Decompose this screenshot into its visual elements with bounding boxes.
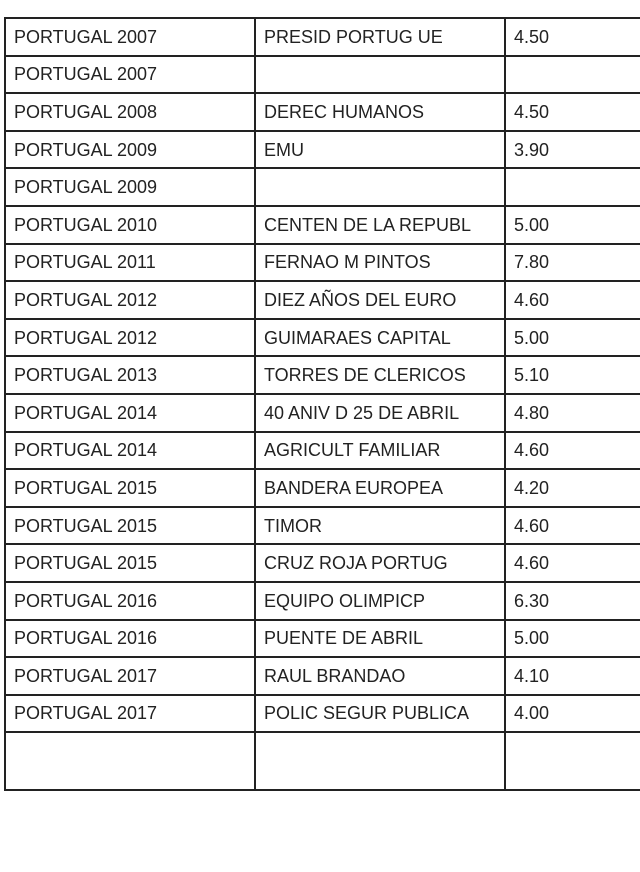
price-cell: 5.10 — [505, 356, 640, 394]
country-year-cell: PORTUGAL 2017 — [5, 695, 255, 733]
country-year-cell — [5, 732, 255, 790]
country-year-cell: PORTUGAL 2016 — [5, 620, 255, 658]
country-year-cell: PORTUGAL 2009 — [5, 168, 255, 206]
table-row — [5, 206, 640, 244]
table-row — [5, 131, 640, 169]
description-cell: POLIC SEGUR PUBLICA — [255, 695, 505, 733]
price-cell — [505, 732, 640, 790]
table-row — [5, 281, 640, 319]
country-year-cell: PORTUGAL 2008 — [5, 93, 255, 131]
price-cell: 5.00 — [505, 319, 640, 357]
country-year-cell: PORTUGAL 2017 — [5, 657, 255, 695]
country-year-cell: PORTUGAL 2015 — [5, 544, 255, 582]
price-cell: 5.00 — [505, 620, 640, 658]
description-cell: TIMOR — [255, 507, 505, 545]
description-cell: 40 ANIV D 25 DE ABRIL — [255, 394, 505, 432]
price-cell: 4.50 — [505, 18, 640, 56]
price-cell: 4.60 — [505, 281, 640, 319]
description-cell: TORRES DE CLERICOS — [255, 356, 505, 394]
price-cell: 4.60 — [505, 432, 640, 470]
description-cell — [255, 56, 505, 94]
price-cell: 7.80 — [505, 244, 640, 282]
price-cell — [505, 168, 640, 206]
description-cell: DEREC HUMANOS — [255, 93, 505, 131]
table-row — [5, 244, 640, 282]
description-cell: GUIMARAES CAPITAL — [255, 319, 505, 357]
price-cell: 4.00 — [505, 695, 640, 733]
price-cell: 3.90 — [505, 131, 640, 169]
table-row — [5, 620, 640, 658]
description-cell: CRUZ ROJA PORTUG — [255, 544, 505, 582]
description-cell — [255, 732, 505, 790]
country-year-cell: PORTUGAL 2007 — [5, 56, 255, 94]
description-cell: FERNAO M PINTOS — [255, 244, 505, 282]
table-row — [5, 356, 640, 394]
country-year-cell: PORTUGAL 2016 — [5, 582, 255, 620]
price-cell: 4.60 — [505, 507, 640, 545]
description-cell: BANDERA EUROPEA — [255, 469, 505, 507]
price-cell: 4.50 — [505, 93, 640, 131]
table-row — [5, 56, 640, 94]
country-year-cell: PORTUGAL 2007 — [5, 18, 255, 56]
country-year-cell: PORTUGAL 2015 — [5, 507, 255, 545]
coin-list-table — [4, 17, 640, 791]
country-year-cell: PORTUGAL 2014 — [5, 394, 255, 432]
price-cell: 6.30 — [505, 582, 640, 620]
table-row — [5, 394, 640, 432]
table-row — [5, 168, 640, 206]
description-cell: AGRICULT FAMILIAR — [255, 432, 505, 470]
table-row — [5, 469, 640, 507]
table-row — [5, 507, 640, 545]
table-row — [5, 695, 640, 733]
description-cell: PUENTE DE ABRIL — [255, 620, 505, 658]
table-row — [5, 93, 640, 131]
description-cell — [255, 168, 505, 206]
price-cell: 4.80 — [505, 394, 640, 432]
country-year-cell: PORTUGAL 2010 — [5, 206, 255, 244]
country-year-cell: PORTUGAL 2012 — [5, 281, 255, 319]
description-cell: CENTEN DE LA REPUBL — [255, 206, 505, 244]
table-row — [5, 657, 640, 695]
table-row — [5, 319, 640, 357]
price-cell: 4.60 — [505, 544, 640, 582]
price-cell — [505, 56, 640, 94]
description-cell: EMU — [255, 131, 505, 169]
country-year-cell: PORTUGAL 2014 — [5, 432, 255, 470]
description-cell: DIEZ AÑOS DEL EURO — [255, 281, 505, 319]
country-year-cell: PORTUGAL 2013 — [5, 356, 255, 394]
table-row — [5, 732, 640, 790]
price-cell: 4.10 — [505, 657, 640, 695]
country-year-cell: PORTUGAL 2012 — [5, 319, 255, 357]
price-cell: 5.00 — [505, 206, 640, 244]
description-cell: PRESID PORTUG UE — [255, 18, 505, 56]
country-year-cell: PORTUGAL 2015 — [5, 469, 255, 507]
description-cell: EQUIPO OLIMPICP — [255, 582, 505, 620]
table-row — [5, 18, 640, 56]
country-year-cell: PORTUGAL 2011 — [5, 244, 255, 282]
table-body — [5, 18, 640, 790]
country-year-cell: PORTUGAL 2009 — [5, 131, 255, 169]
table-row — [5, 582, 640, 620]
table-row — [5, 432, 640, 470]
price-cell: 4.20 — [505, 469, 640, 507]
description-cell: RAUL BRANDAO — [255, 657, 505, 695]
table-row — [5, 544, 640, 582]
